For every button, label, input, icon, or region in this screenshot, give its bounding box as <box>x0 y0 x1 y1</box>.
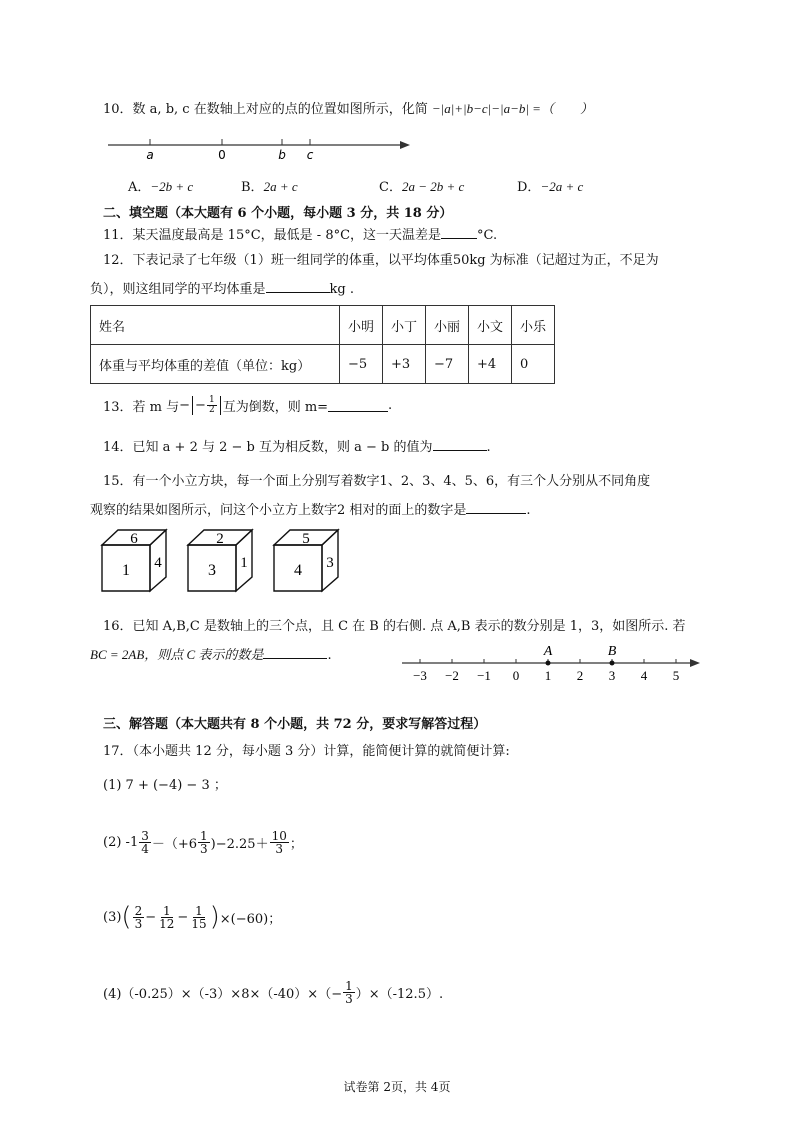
q10-number-line <box>100 132 420 164</box>
cube-1 <box>102 530 166 591</box>
tick-label: −2 <box>445 668 459 683</box>
cube-1-side: 4 <box>154 555 162 571</box>
q17-title: 17．（本小题共 12 分，每小题 3 分）计算，能简便计算的就简便计算: <box>103 744 510 759</box>
axis-label-c: c <box>306 148 314 162</box>
table-cell: 小丽 <box>426 306 469 345</box>
q10-option-a[interactable]: A．−2b + c <box>128 179 194 195</box>
table-cell: 小丁 <box>383 306 426 345</box>
tick-label: −1 <box>477 668 491 683</box>
tick-label: 5 <box>672 668 680 683</box>
table-cell: +3 <box>383 345 426 384</box>
table-row <box>91 345 555 384</box>
q11: 11．某天温度最高是 15°C，最低是 - 8°C，这一天温差是 °C. <box>103 228 498 243</box>
table-cell: 小乐 <box>512 306 555 345</box>
tick-label: 4 <box>640 668 648 683</box>
q15-line1: 15．有一个小立方块，每一个面上分别写着数字1、2、3、4、5、6，有三个人分别从不同角度 <box>103 474 651 489</box>
q10-option-b[interactable]: B．2a + c <box>241 179 298 195</box>
cube-2-side: 1 <box>240 555 248 571</box>
q14-blank[interactable] <box>433 438 487 451</box>
q14: 14．已知 a + 2 与 2 − b 互为相反数，则 a − b 的值为 . <box>103 440 491 455</box>
cube-3-side: 3 <box>326 555 334 571</box>
q12-line2: 负），则这组同学的平均体重是 kg . <box>90 282 354 297</box>
table-cell: −5 <box>340 345 383 384</box>
q17-part1: (1) 7 + (−4) − 3 ； <box>103 778 227 793</box>
table-cell: +4 <box>469 345 512 384</box>
point-b-label: B <box>607 644 617 659</box>
weight-table <box>90 305 555 384</box>
axis-label-b: b <box>278 148 286 162</box>
page-footer: 试卷第 2页，共 4页 <box>343 1080 451 1094</box>
tick-label: 2 <box>576 668 584 683</box>
q11-blank[interactable] <box>441 226 477 239</box>
cube-2-top: 2 <box>216 531 224 547</box>
q10-option-d[interactable]: D．−2a + c <box>517 179 584 195</box>
tick-label: −3 <box>413 668 427 683</box>
table-cell: −7 <box>426 345 469 384</box>
axis-label-0: 0 <box>218 148 226 162</box>
q13-abs: − $\frac{1}{2}$ <box>192 396 221 415</box>
q16-blank[interactable] <box>263 646 327 659</box>
q10-stem <box>103 98 593 117</box>
cube-1-top: 6 <box>130 531 138 547</box>
table-cell: 姓名 <box>91 306 340 345</box>
table-cell: 小文 <box>469 306 512 345</box>
cube-3 <box>274 530 338 591</box>
q13: 13．若 m 与 − − $\frac{1}{2}$ 互为倒数，则 m= . <box>103 395 393 415</box>
section2-title: 二、填空题（本大题有 6 个小题，每小题 3 分，共 18 分） <box>103 206 453 221</box>
table-cell: 0 <box>512 345 555 384</box>
section3-title: 三、解答题（本大题共有 8 个小题，共 72 分，要求写解答过程） <box>103 717 487 732</box>
tick-label: 3 <box>608 668 616 683</box>
cube-2-front: 3 <box>208 562 216 579</box>
cubes-figure <box>100 527 360 597</box>
cube-2 <box>188 530 252 591</box>
tick-label: 0 <box>512 668 520 683</box>
axis-label-a: a <box>146 148 154 162</box>
cube-3-front: 4 <box>294 562 302 579</box>
point-b-dot <box>610 661 615 666</box>
q12-blank[interactable] <box>266 280 330 293</box>
cube-3-top: 5 <box>302 531 310 547</box>
q10-text: 10．数 a, b, c 在数轴上对应的点的位置如图所示，化简 <box>103 102 428 117</box>
q15-line2: 观察的结果如图所示，问这个小立方上数字2 相对的面上的数字是 . <box>90 503 531 518</box>
q12-line1: 12．下表记录了七年级（1）班一组同学的体重，以平均体重50kg 为标准（记超过为正，不足为 <box>103 253 659 268</box>
q16-line1: 16．已知 A,B,C 是数轴上的三个点，且 C 在 B 的右侧. 点 A,B 表示的数分别是 1，3，如图所示. 若 <box>103 619 686 634</box>
q10-option-c[interactable]: C．2a − 2b + c <box>379 179 465 195</box>
point-a-dot <box>546 661 551 666</box>
q16-line2: BC = 2AB，则点 C 表示的数是 . <box>90 647 332 663</box>
cube-1-front: 1 <box>122 562 130 579</box>
q16-number-line <box>398 640 704 688</box>
q15-blank[interactable] <box>466 501 526 514</box>
point-a-label: A <box>543 644 553 659</box>
q17-part2: (2) -1 $\frac{3}{4}$ －（+6 $\frac{1}{3}$ )−2.25＋ $\frac{10}{3}$ ； <box>103 829 303 856</box>
table-cell: 体重与平均体重的差值（单位：kg） <box>91 345 340 384</box>
q13-blank[interactable] <box>328 399 388 412</box>
q10-expression: −|a|+|b−c|−|a−b| =（ ） <box>431 101 593 116</box>
table-cell: 小明 <box>340 306 383 345</box>
q17-part4: (4)（-0.25）×（-3）×8×（-40）×（− $\frac{1}{3}$ ）×（-12.5）. <box>103 979 444 1006</box>
tick-label: 1 <box>544 668 552 683</box>
q17-part3: (3) ( $\frac{2}{3}$ − $\frac{1}{12}$ − $\frac{1}{15}$ ) ×(−60)； <box>103 902 282 932</box>
table-header-row <box>91 306 555 345</box>
